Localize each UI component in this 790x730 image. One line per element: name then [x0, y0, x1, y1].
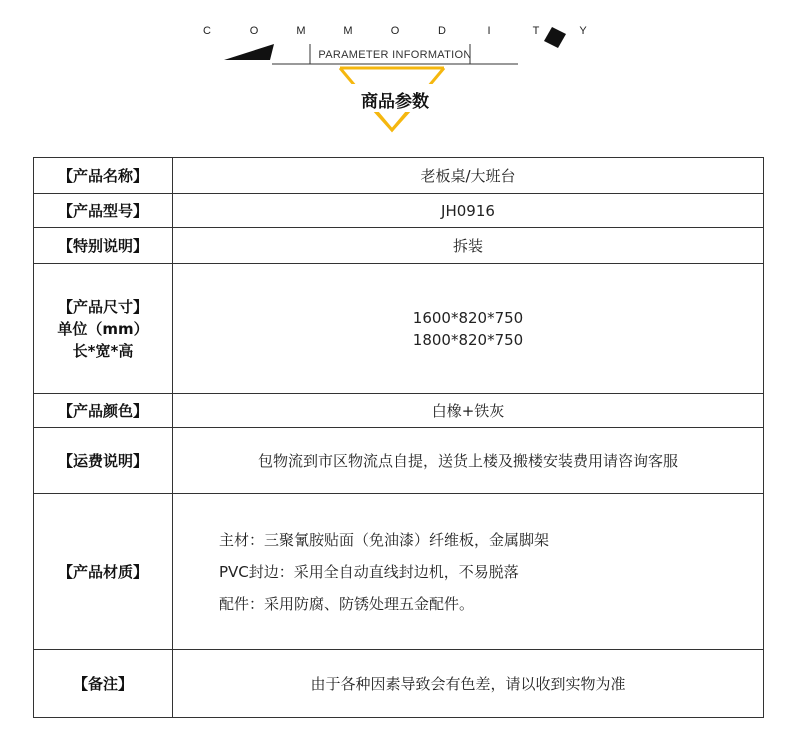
row-label: 【产品材质】 [34, 494, 173, 650]
row-value-line: 1800*820*750 [412, 330, 524, 349]
material-line: 配件：采用防腐、防锈处理五金配件。 [219, 594, 475, 613]
row-label-line: 【产品尺寸】 [57, 297, 148, 316]
commodity-letter: O [390, 25, 400, 37]
row-label: 【特别说明】 [34, 228, 173, 264]
commodity-letter: M [296, 25, 306, 37]
table-row [34, 494, 764, 650]
row-value: 包物流到市区物流点自提，送货上楼及搬楼安装费用请咨询客服 [173, 428, 764, 494]
row-label: 【产品名称】 [34, 158, 173, 194]
commodity-letter: O [249, 25, 259, 37]
material-line: PVC封边：采用全自动直线封边机，不易脱落 [219, 562, 519, 581]
row-value: 拆装 [173, 228, 764, 264]
table-row [34, 158, 764, 194]
row-value [173, 264, 764, 394]
row-label [34, 264, 173, 394]
commodity-letter: T [532, 25, 540, 37]
row-label: 【产品颜色】 [34, 394, 173, 428]
page-title: 商品参数 [361, 92, 429, 112]
row-value: 老板桌/大班台 [173, 158, 764, 194]
row-label: 【运费说明】 [34, 428, 173, 494]
row-value-line: 1600*820*750 [412, 308, 524, 327]
commodity-letter: Y [579, 25, 587, 37]
header [0, 0, 790, 150]
spec-table [33, 157, 764, 718]
material-line: 主材：三聚氰胺贴面（免油漆）纤维板，金属脚架 [219, 530, 550, 549]
table-row [34, 228, 764, 264]
row-value: 白橡+铁灰 [173, 394, 764, 428]
table-row [34, 394, 764, 428]
row-label: 【产品型号】 [34, 194, 173, 228]
commodity-letter: D [438, 25, 446, 37]
header-decoration [0, 0, 790, 150]
commodity-letter: C [203, 25, 211, 37]
row-value [173, 494, 764, 650]
table-row [34, 194, 764, 228]
parameter-information-subtitle: PARAMETER INFORMATION [318, 49, 472, 61]
row-value: 由于各种因素导致会有色差，请以收到实物为准 [173, 650, 764, 718]
row-label-line: 单位（mm） [57, 319, 149, 338]
row-label: 【备注】 [34, 650, 173, 718]
commodity-letter: I [487, 25, 491, 37]
table-row [34, 428, 764, 494]
table-row [34, 264, 764, 394]
row-label-line: 长*宽*高 [72, 341, 134, 360]
row-value: JH0916 [173, 194, 764, 228]
table-row [34, 650, 764, 718]
commodity-letter: M [343, 25, 353, 37]
commodity-heading [0, 25, 790, 37]
